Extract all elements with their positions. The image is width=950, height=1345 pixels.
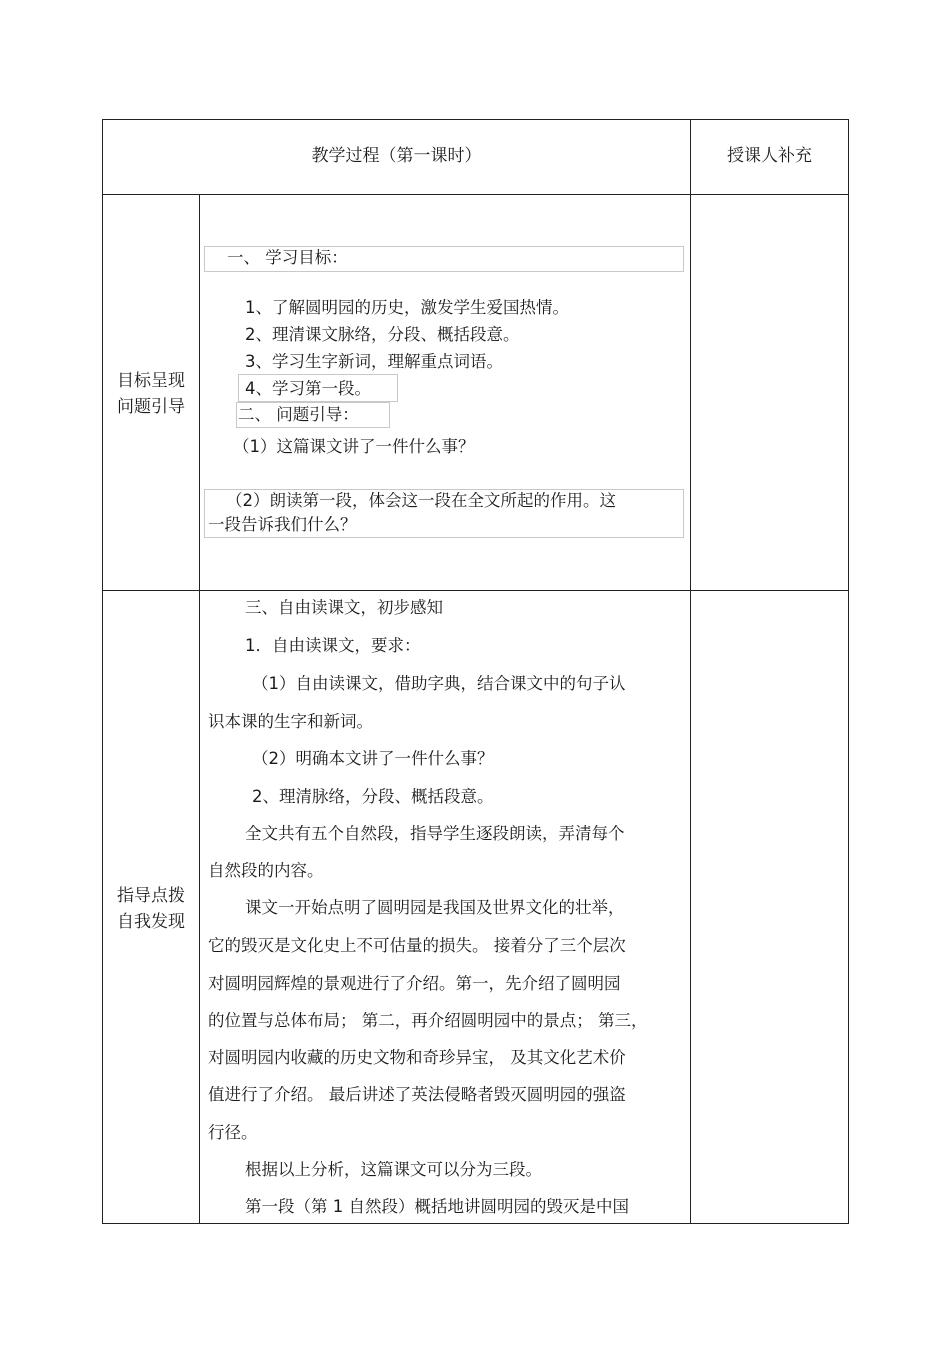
- goal-item: 4、学习第一段。: [245, 379, 371, 398]
- body-line: 识本课的生字和新词。: [208, 712, 373, 731]
- body-line: 课文一开始点明了圆明园是我国及世界文化的壮举，: [245, 898, 625, 917]
- table-border-right: [848, 119, 849, 1224]
- goal-item: 3、学习生字新词，理解重点词语。: [245, 352, 503, 371]
- table-col-divider-supplement: [690, 119, 691, 1224]
- table-row-divider-1: [102, 194, 849, 195]
- body-line: 的位置与总体布局； 第二，再介绍圆明园中的景点； 第三，: [208, 1011, 648, 1030]
- table-border-top: [102, 119, 849, 120]
- body-line: 三、自由读课文，初步感知: [245, 598, 443, 617]
- goal-item: 1、了解圆明园的历史，激发学生爱国热情。: [245, 298, 569, 317]
- table-row-divider-2: [102, 590, 849, 591]
- question-2-line2: 一段告诉我们什么？: [208, 515, 357, 534]
- section1-label-line1: 目标呈现: [117, 371, 185, 391]
- section2-label-line2: 自我发现: [117, 912, 185, 932]
- body-line: 对圆明园辉煌的景观进行了介绍。第一，先介绍了圆明园: [208, 974, 621, 993]
- table-border-bottom: [102, 1223, 849, 1224]
- body-line: 2、理清脉络，分段、概括段意。: [252, 787, 494, 806]
- goal-item: 2、理清课文脉络，分段、概括段意。: [245, 325, 520, 344]
- section2-label: [103, 883, 199, 935]
- body-line: 行径。: [208, 1123, 258, 1142]
- body-line: 它的毁灭是文化史上不可估量的损失。 接着分了三个层次: [208, 936, 626, 955]
- question-2-line1: （2）朗读第一段，体会这一段在全文所起的作用。这: [226, 491, 616, 510]
- question-heading: 二、 问题引导：: [238, 405, 359, 424]
- table-border-left: [102, 119, 103, 1224]
- supplement-header: 授课人补充: [727, 146, 812, 166]
- body-line: 值进行了介绍。 最后讲述了英法侵略者毁灭圆明园的强盗: [208, 1085, 626, 1104]
- goal-heading: 一、 学习目标：: [227, 248, 348, 267]
- body-line: （1）自由读课文，借助字典，结合课文中的句子认: [252, 674, 626, 693]
- body-line: 根据以上分析，这篇课文可以分为三段。: [245, 1160, 542, 1179]
- process-header: 教学过程（第一课时）: [311, 146, 482, 166]
- body-line: 自然段的内容。: [208, 861, 324, 880]
- question-1: （1）这篇课文讲了一件什么事？: [233, 437, 475, 456]
- body-line: 全文共有五个自然段，指导学生逐段朗读，弄清每个: [245, 824, 625, 843]
- section2-label-line1: 指导点拨: [117, 886, 185, 906]
- body-line: 对圆明园内收藏的历史文物和奇珍异宝， 及其文化艺术价: [208, 1048, 626, 1067]
- body-line: 第一段（第 1 自然段）概括地讲圆明园的毁灭是中国: [245, 1197, 629, 1216]
- body-line: （2）明确本文讲了一件什么事？: [252, 749, 494, 768]
- table-col-divider-label: [199, 194, 200, 1224]
- body-line: 1．自由读课文，要求：: [245, 636, 421, 655]
- section1-label-line2: 问题引导: [117, 397, 185, 417]
- section1-label: [103, 368, 199, 420]
